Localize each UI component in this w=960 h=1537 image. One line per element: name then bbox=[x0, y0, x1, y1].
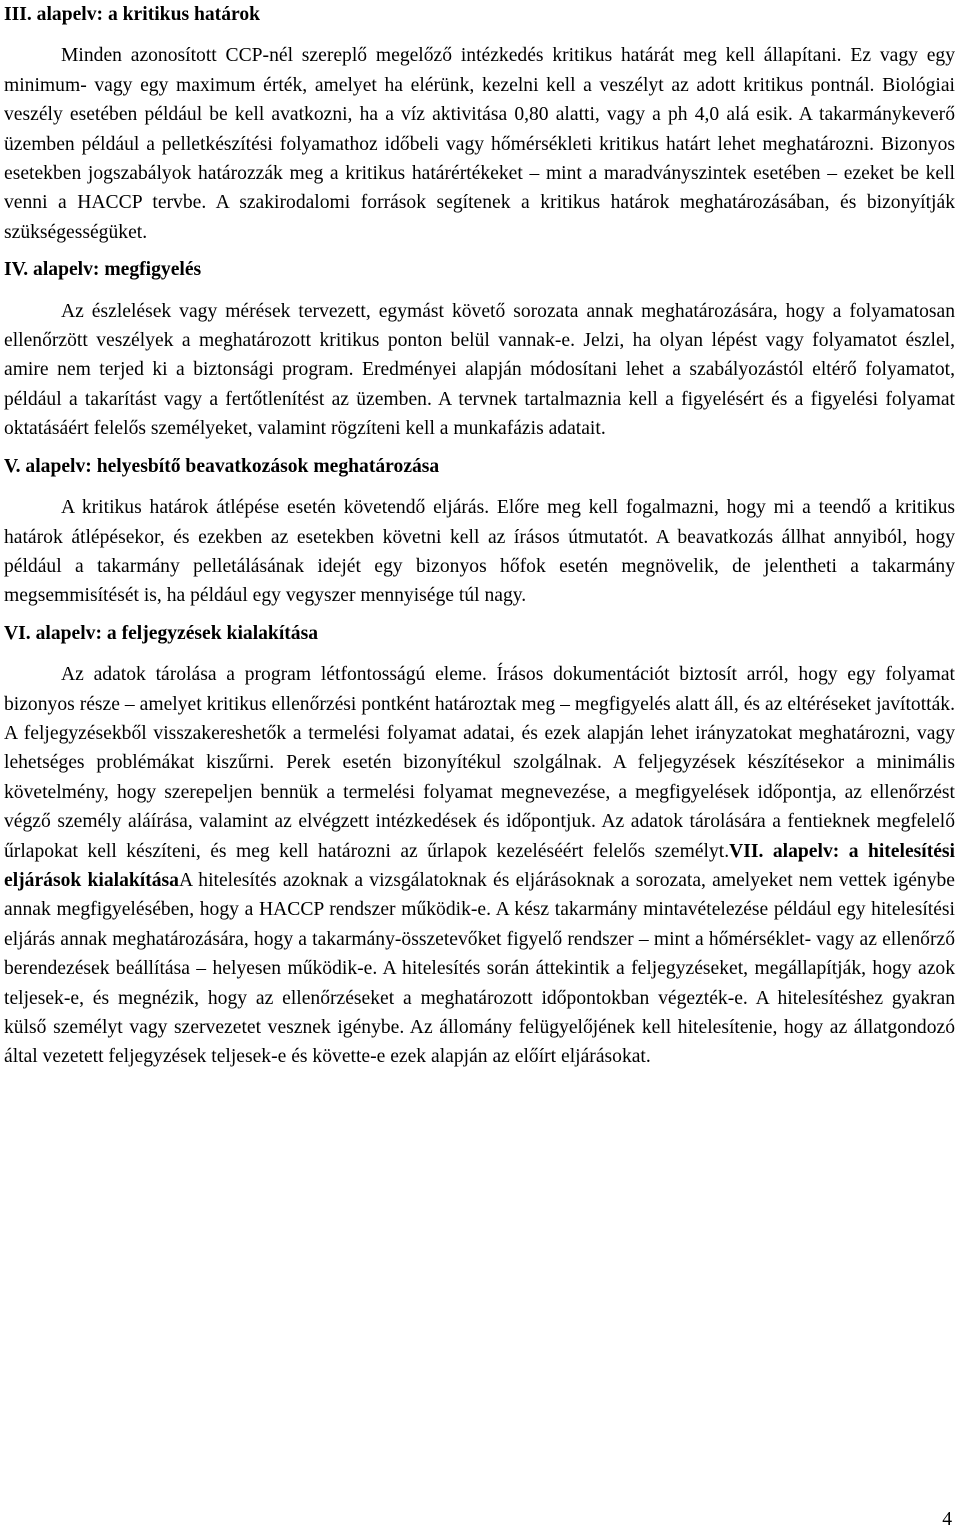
spacer bbox=[4, 611, 955, 619]
document-page bbox=[4, 0, 955, 1072]
section-body-iii: Minden azonosított CCP-nél szereplő megelőző intézkedés kritikus határát meg kell állapítani. Ez vagy egy minimum- vagy egy maximum érték, amelyet ha elérünk, kezelni kell a veszélyt az adott kritikus pontnál. Biológiai veszély esetében például be kell avatkozni, ha a víz aktivitása 0,80 alatti, vagy a ph 4,0 alá esik. A takarmánykeverő üzemben például a pelletkészítési folyamathoz időbeli vagy hőmérsékleti kritikus határt lehet meghatározni. Bizonyos esetekben jogszabályok határozzák meg a kritikus határértékeket – mint a maradványszintek esetében – ezeket be kell venni a HACCP tervbe. A szakirodalomi források segítenek a kritikus határok meghatározásában, és bizonyítják szükségességüket. bbox=[4, 45, 955, 243]
section-body-v: A kritikus határok átlépése esetén követendő eljárás. Előre meg kell fogalmazni, hogy mi a teendő a kritikus határok átlépésekor, és ezekben az esetekben követni kell az írásos útmutatót. A beavatkozás állhat annyiból, hogy például a takarmány pelletálásának idejét egy bizonyos hőfok esetén megnövelik, de jelentheti a takarmány megsemmisítését is, ha például egy vegyszer mennyisége túl nagy. bbox=[4, 497, 955, 607]
section-body-vi bbox=[4, 660, 955, 1072]
spacer bbox=[4, 648, 955, 660]
spacer bbox=[4, 247, 955, 255]
spacer bbox=[4, 285, 955, 297]
spacer bbox=[4, 444, 955, 452]
section-heading-iii: III. alapelv: a kritikus határok bbox=[4, 4, 261, 25]
section-body-vii-text: A hitelesítés azoknak a vizsgálatoknak és eljárásoknak a sorozata, amelyeket nem vettek igénybe annak megfigyelésében, hogy a HACCP rendszer működik-e. A kész takarmány mintavételezése például egy hitelesítési eljárás annak meghatározására, hogy a takarmány-összetevőket figyelő rendszer – mint a hőmérséklet- vagy az ellenőrző berendezések beállítása – helyesen működik-e. A hitelesítés során áttekintik a feljegyzéseket, megállapítják, hogy azok teljesek-e, és megnézik, hogy az ellenőrzéseket a meghatározott időpontokban végezték-e. A hitelesítéshez gyakran külső személyt vagy szervezetet vesznek igénybe. Az állomány felügyelőjének kell hitelesítenie, hogy az állatgondozó által vezetett feljegyzések teljesek-e és követte-e ezek alapján az előírt eljárásokat. bbox=[4, 869, 955, 1068]
section-heading-vii: VII. alapelv: a hitelesítési eljárások kialakítása bbox=[4, 840, 956, 891]
section-heading-vi: VI. alapelv: a feljegyzések kialakítása bbox=[4, 622, 319, 644]
spacer bbox=[4, 29, 955, 41]
section-heading-iv: IV. alapelv: megfigyelés bbox=[4, 259, 202, 281]
section-heading-v: V. alapelv: helyesbítő beavatkozások meghatározása bbox=[4, 455, 440, 477]
section-body-vi-text: Az adatok tárolása a program létfontosságú eleme. Írásos dokumentációt biztosít arról, hogy egy folyamat bizonyos része – amelyet kritikus ellenőrzési pontként határoztak meg – megfigyelés alatt áll, és az eltéréseket javították. A feljegyzésekből visszakereshetők a termelési folyamat adatai, és ezek alapján lehet irányzatokat meghatározni, vagy lehetséges problémákat kiszűrni. Perek esetén bizonyítékul szolgálnak. A feljegyzések készítésekor a minimális követelmény, hogy szerepeljen bennük a termelési folyamat megnevezése, a megfigyelések időpontja, az ellenőrzést végző személy aláírása, valamint az elvégzett intézkedések és időpontjuk. Az adatok tárolására a fentieknek megfelelő űrlapokat kell készíteni, és meg kell határozni az űrlapok kezeléséért felelős személyt. bbox=[4, 664, 955, 862]
page-number: 4 bbox=[942, 1509, 952, 1530]
section-body-iv: Az észlelések vagy mérések tervezett, egymást követő sorozata annak meghatározására, hogy a folyamatosan ellenőrzött veszélyek a meghatározott kritikus ponton belül vannak-e. Jelzi, ha olyan lépést vagy folyamatot észlel, amire nem terjed ki a biztonsági program. Eredményei alapján módosítani lehet a szabályozástól eltérő folyamatot, például a takarítást vagy a fertőtlenítést az üzemben. A tervnek tartalmaznia kell a figyelésért és a figyelési folyamat oktatásáért felelős személyeket, valamint rögzíteni kell a munkafázis adatait. bbox=[4, 300, 955, 440]
spacer bbox=[4, 481, 955, 493]
